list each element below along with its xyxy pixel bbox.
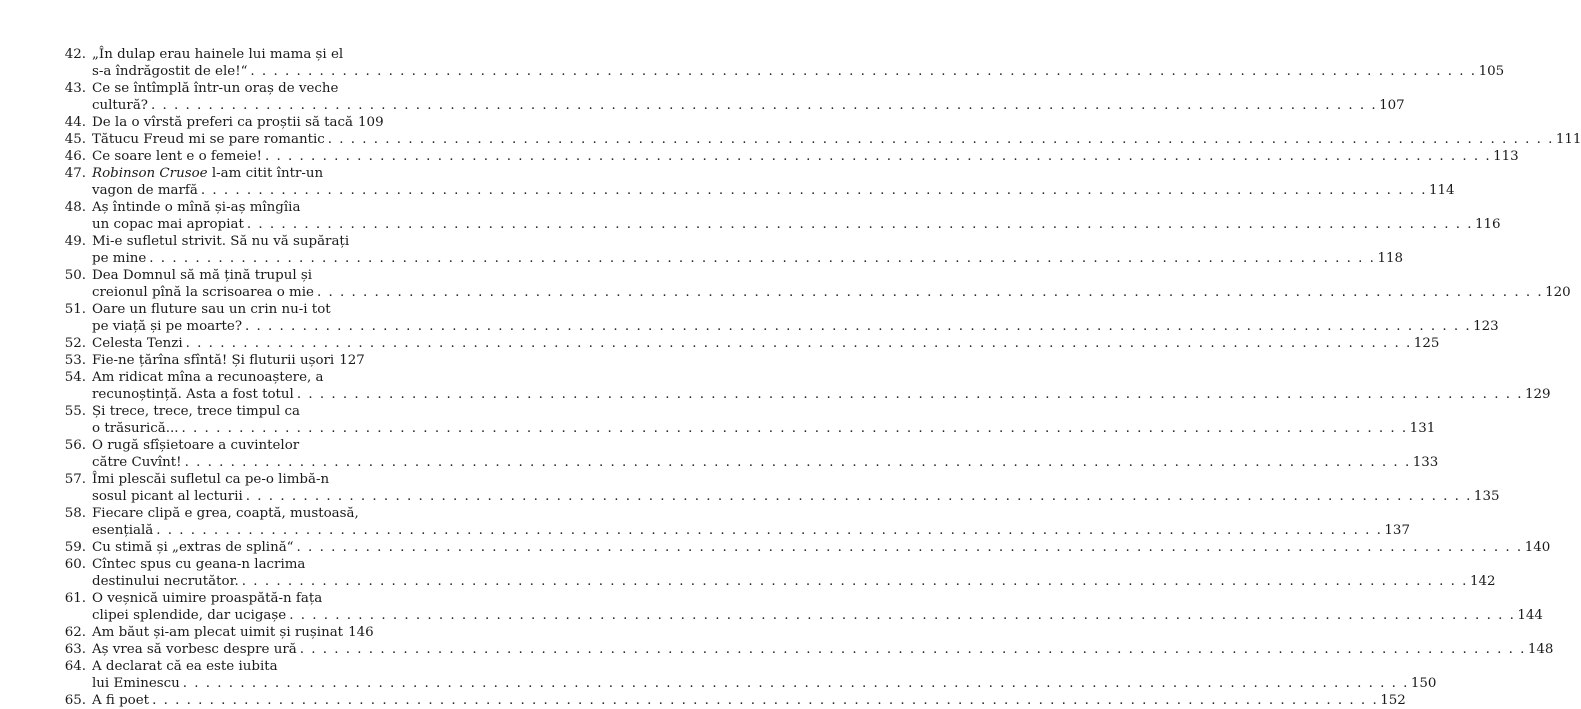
toc-entry-line bbox=[92, 471, 362, 488]
toc-entry bbox=[62, 131, 1581, 148]
toc-entry-line bbox=[92, 658, 362, 675]
toc-entry-title: Oare un fluture sau un crin nu-i tot bbox=[92, 302, 331, 317]
toc-leader-dots bbox=[250, 63, 1476, 80]
toc-entry bbox=[62, 505, 1410, 539]
toc-entry-title: Aș întinde o mînă și-aș mîngîia bbox=[92, 200, 301, 215]
toc-entry-title: „În dulap erau hainele lui mama și el bbox=[92, 47, 344, 62]
toc-entry-title: Aș vrea să vorbesc despre ură bbox=[92, 642, 297, 657]
toc-entry-title: Celesta Tenzi bbox=[92, 336, 183, 351]
toc-entry-line bbox=[92, 386, 1551, 403]
toc-leader-dots bbox=[186, 335, 1412, 352]
toc-entry-title: Dea Domnul să mă țină trupul și bbox=[92, 268, 313, 283]
toc-entry-title: sosul picant al lecturii bbox=[92, 489, 243, 504]
toc-entry-line bbox=[92, 335, 1440, 352]
toc-entry-line bbox=[92, 437, 362, 454]
toc-entry-number: 45. bbox=[64, 132, 86, 147]
toc-entry-line bbox=[92, 539, 1551, 556]
toc-entry bbox=[62, 267, 1571, 301]
toc-entry-title: lui Eminescu bbox=[92, 676, 180, 691]
toc-entry-line bbox=[92, 97, 1405, 114]
toc-entry-line bbox=[92, 607, 1543, 624]
toc-entry bbox=[62, 624, 374, 641]
toc-entry-line bbox=[92, 165, 362, 182]
toc-entry-line bbox=[92, 675, 1437, 692]
toc-entry bbox=[62, 403, 1436, 437]
toc-page-number: 140 bbox=[1524, 540, 1551, 555]
toc-page-number: 114 bbox=[1428, 183, 1455, 198]
toc-entry-title bbox=[92, 165, 323, 182]
toc-entry-title: vagon de marfă bbox=[92, 183, 198, 198]
toc-entry-number: 65. bbox=[64, 693, 86, 708]
toc-entry-number: 48. bbox=[64, 200, 86, 215]
toc-entry bbox=[62, 539, 1551, 556]
toc-entry-title: recunoștință. Asta a fost totul bbox=[92, 387, 294, 402]
toc-entry-title: Și trece, trece, trece timpul ca bbox=[92, 404, 300, 419]
toc-entry-title: Cu stimă și „extras de splină“ bbox=[92, 540, 294, 555]
toc-entry-title: o trăsurică... bbox=[92, 421, 179, 436]
toc-page-number: 116 bbox=[1474, 217, 1501, 232]
toc-entry-title: destinului necrutător. bbox=[92, 574, 239, 589]
toc-leader-dots bbox=[300, 641, 1526, 658]
toc-entry bbox=[62, 590, 1543, 624]
toc-leader-dots bbox=[152, 692, 1378, 709]
toc-entry-number: 43. bbox=[64, 81, 86, 96]
toc-entry-number: 57. bbox=[64, 472, 86, 487]
toc-entry-number: 60. bbox=[64, 557, 86, 572]
toc-entry-line bbox=[92, 250, 1403, 267]
toc-page-number: 150 bbox=[1410, 676, 1437, 691]
toc-entry-number: 44. bbox=[64, 115, 86, 130]
toc-entry-line bbox=[92, 267, 362, 284]
toc-entry-title: Ce se întîmplă într-un oraș de veche bbox=[92, 81, 339, 96]
toc-entry-title: Cîntec spus cu geana-n lacrima bbox=[92, 557, 306, 572]
toc-entry bbox=[62, 692, 1406, 709]
toc-entry bbox=[62, 46, 1505, 80]
toc-entry-title: un copac mai apropiat bbox=[92, 217, 244, 232]
toc-page-number: 105 bbox=[1478, 64, 1505, 79]
toc-leader-dots bbox=[245, 318, 1471, 335]
toc-page-number: 109 bbox=[358, 115, 384, 130]
toc-leader-dots bbox=[151, 97, 1377, 114]
toc-leader-dots bbox=[328, 131, 1554, 148]
toc-entry-title: esențială bbox=[92, 523, 154, 538]
toc-page-number: 113 bbox=[1493, 149, 1519, 164]
toc-entry bbox=[62, 658, 1437, 692]
toc-entry-line bbox=[92, 369, 362, 386]
toc-entry-title: Fiecare clipă e grea, coaptă, mustoasă, bbox=[92, 506, 359, 521]
toc-entry-number: 61. bbox=[64, 591, 86, 606]
toc-entry-title: s-a îndrăgostit de ele!“ bbox=[92, 64, 248, 79]
toc-entry bbox=[62, 369, 1551, 403]
toc-entry-number: 63. bbox=[64, 642, 86, 657]
toc-page-number: 152 bbox=[1380, 693, 1406, 708]
toc-entry-line bbox=[92, 556, 362, 573]
toc-entry bbox=[62, 233, 1403, 267]
toc-page-number: 144 bbox=[1517, 608, 1543, 623]
toc-page-number: 123 bbox=[1473, 319, 1499, 334]
toc-page-number: 142 bbox=[1469, 574, 1496, 589]
toc-leader-dots bbox=[185, 454, 1411, 471]
toc-page-number: 125 bbox=[1413, 336, 1440, 351]
toc-page-number: 120 bbox=[1545, 285, 1571, 300]
toc-entry-title: Îmi plescăi sufletul ca pe-o limbă-n bbox=[92, 472, 330, 487]
toc-entry-title: De la o vîrstă preferi ca proștii să tacă bbox=[92, 115, 354, 130]
toc-entry-title: pe mine bbox=[92, 251, 147, 266]
toc-entry-number: 42. bbox=[64, 47, 86, 62]
toc-entry-line bbox=[92, 301, 362, 318]
toc-entry-title: creionul pînă la scrisoarea o mie bbox=[92, 285, 314, 300]
toc-entry-title: O rugă sfîșietoare a cuvintelor bbox=[92, 438, 300, 453]
toc-entry-number: 46. bbox=[64, 149, 86, 164]
toc-entry-title: Am băut și-am plecat uimit și rușinat bbox=[92, 625, 344, 640]
toc-page-number: 131 bbox=[1409, 421, 1436, 436]
toc-page-number: 111 bbox=[1555, 132, 1581, 147]
toc-entry bbox=[62, 165, 1455, 199]
toc-entry-line bbox=[92, 46, 362, 63]
toc-page-number: 137 bbox=[1384, 523, 1410, 538]
toc-entry-line bbox=[92, 318, 1499, 335]
toc-page-number: 148 bbox=[1527, 642, 1554, 657]
toc-page-number: 133 bbox=[1412, 455, 1439, 470]
toc-entry-title: Fie-ne țărîna sfîntă! Și fluturii ușori bbox=[92, 353, 335, 368]
toc-entry bbox=[62, 641, 1554, 658]
toc-entry-number: 62. bbox=[64, 625, 86, 640]
toc-entry-line bbox=[92, 148, 1519, 165]
toc-entry-title: Tătucu Freud mi se pare romantic bbox=[92, 132, 325, 147]
toc-entry-number: 56. bbox=[64, 438, 86, 453]
toc-entry bbox=[62, 335, 1440, 352]
toc-entry-line bbox=[92, 284, 1571, 301]
toc-leader-dots bbox=[317, 284, 1543, 301]
toc-entry-title: A declarat că ea este iubita bbox=[92, 659, 278, 674]
toc-entry bbox=[62, 80, 1405, 114]
toc-entry bbox=[62, 148, 1519, 165]
toc-leader-dots bbox=[242, 573, 1468, 590]
toc-page-number: 127 bbox=[339, 353, 365, 368]
toc-entry-title: Am ridicat mîna a recunoaștere, a bbox=[92, 370, 324, 385]
toc-entry-line bbox=[92, 573, 1496, 590]
toc-leader-dots bbox=[183, 675, 1409, 692]
toc-entry-number: 49. bbox=[64, 234, 86, 249]
toc-entry-line bbox=[92, 403, 362, 420]
toc-entry bbox=[62, 556, 1496, 590]
toc-leader-dots bbox=[297, 539, 1523, 556]
toc-entry-line bbox=[92, 522, 1410, 539]
toc-page-number: 129 bbox=[1524, 387, 1551, 402]
toc-entry-title-rest: l-am citit într-un bbox=[207, 166, 324, 181]
toc-leader-dots bbox=[201, 182, 1427, 199]
toc-entry-number: 53. bbox=[64, 353, 86, 368]
toc-entry-number: 54. bbox=[64, 370, 86, 385]
toc-entry-line bbox=[92, 488, 1500, 505]
toc-entry-title: O veșnică uimire proaspătă-n fața bbox=[92, 591, 323, 606]
toc-entry-line bbox=[92, 420, 1436, 437]
toc-entry-line bbox=[92, 216, 1501, 233]
toc-entry-number: 59. bbox=[64, 540, 86, 555]
toc-entry-line bbox=[92, 233, 362, 250]
toc-entry-number: 58. bbox=[64, 506, 86, 521]
toc-entry-line bbox=[92, 63, 1505, 80]
toc-entry-line bbox=[92, 199, 362, 216]
toc-entry-number: 51. bbox=[64, 302, 86, 317]
toc-page-number: 146 bbox=[348, 625, 374, 640]
toc-entry bbox=[62, 437, 1439, 471]
toc-entry-title: Ce soare lent e o femeie! bbox=[92, 149, 262, 164]
toc-entry-line bbox=[92, 131, 1581, 148]
toc-entry-title: A fi poet bbox=[92, 693, 150, 708]
toc-page-number: 107 bbox=[1379, 98, 1405, 113]
toc-leader-dots bbox=[149, 250, 1375, 267]
toc-entry-line bbox=[92, 352, 365, 369]
toc-entry-line bbox=[92, 692, 1406, 709]
toc-entry-line bbox=[92, 454, 1439, 471]
toc-entry bbox=[62, 114, 384, 131]
toc-entry-title: Mi-e sufletul strivit. Să nu vă supărați bbox=[92, 234, 350, 249]
toc-entry-title: cultură? bbox=[92, 98, 148, 113]
toc-leader-dots bbox=[156, 522, 1382, 539]
toc-entry-title-italic: Robinson Crusoe bbox=[92, 166, 208, 181]
toc-entry-line bbox=[92, 505, 362, 522]
toc-entry-line bbox=[92, 624, 374, 641]
toc-leader-dots bbox=[247, 216, 1473, 233]
toc-entry-number: 55. bbox=[64, 404, 86, 419]
toc-leader-dots bbox=[246, 488, 1472, 505]
toc-entry-number: 52. bbox=[64, 336, 86, 351]
toc-entry-title: pe viață și pe moarte? bbox=[92, 319, 242, 334]
toc-entry-title: către Cuvînt! bbox=[92, 455, 182, 470]
toc-leader-dots bbox=[289, 607, 1515, 624]
toc-page-number: 135 bbox=[1473, 489, 1500, 504]
toc-page-number: 118 bbox=[1377, 251, 1403, 266]
toc-entry-line bbox=[92, 641, 1554, 658]
toc-entry-line bbox=[92, 80, 362, 97]
toc-entry bbox=[62, 199, 1501, 233]
toc-entry-line bbox=[92, 590, 362, 607]
toc-entry-number: 50. bbox=[64, 268, 86, 283]
toc-entry-line bbox=[92, 114, 384, 131]
toc-entry-line bbox=[92, 182, 1455, 199]
toc-entry-number: 64. bbox=[64, 659, 86, 674]
toc-entry-number: 47. bbox=[64, 166, 86, 181]
toc-entry bbox=[62, 471, 1500, 505]
toc-leader-dots bbox=[182, 420, 1408, 437]
toc-entry-title: clipei splendide, dar ucigașe bbox=[92, 608, 287, 623]
toc-entry bbox=[62, 301, 1499, 335]
toc-leader-dots bbox=[265, 148, 1491, 165]
toc-leader-dots bbox=[297, 386, 1523, 403]
toc-entry bbox=[62, 352, 365, 369]
